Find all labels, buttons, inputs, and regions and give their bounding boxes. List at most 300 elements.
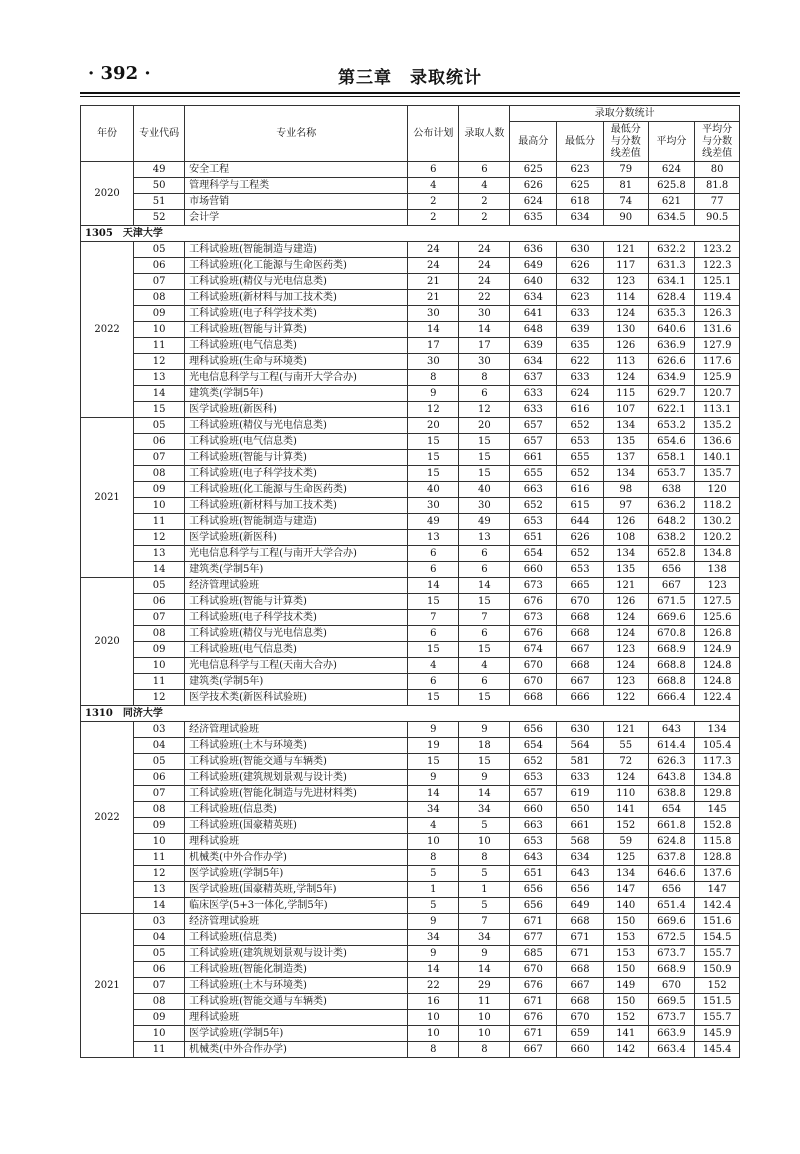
max-cell: 670: [510, 962, 557, 978]
code-cell: 06: [134, 770, 185, 786]
year-cell: 2021: [81, 418, 134, 578]
max-cell: 654: [510, 546, 557, 562]
min-cell: 581: [557, 754, 604, 770]
min-cell: 665: [557, 578, 604, 594]
plan-cell: 24: [408, 242, 459, 258]
name-cell: 工科试验班(土木与环境类): [185, 978, 408, 994]
name-cell: 管理科学与工程类: [185, 178, 408, 194]
plan-cell: 14: [408, 578, 459, 594]
avg-cell: 628.4: [648, 290, 695, 306]
min-cell: 668: [557, 962, 604, 978]
admit-cell: 5: [459, 866, 510, 882]
min_diff-cell: 110: [603, 786, 648, 802]
name-cell: 经济管理试验班: [185, 578, 408, 594]
avg-cell: 636.2: [648, 498, 695, 514]
plan-cell: 2: [408, 210, 459, 226]
header-name: 专业名称: [185, 106, 408, 162]
max-cell: 671: [510, 914, 557, 930]
max-cell: 651: [510, 866, 557, 882]
plan-cell: 4: [408, 178, 459, 194]
plan-cell: 1: [408, 882, 459, 898]
name-cell: 医学试验班(新医科): [185, 402, 408, 418]
max-cell: 676: [510, 1010, 557, 1026]
plan-cell: 15: [408, 594, 459, 610]
table-row: [81, 450, 740, 466]
min_diff-cell: 90: [603, 210, 648, 226]
name-cell: 理科试验班: [185, 1010, 408, 1026]
year-cell: 2022: [81, 722, 134, 914]
avg_diff-cell: 134.8: [695, 770, 740, 786]
admit-cell: 29: [459, 978, 510, 994]
plan-cell: 15: [408, 450, 459, 466]
table-row: [81, 610, 740, 626]
code-cell: 14: [134, 898, 185, 914]
min-cell: 626: [557, 258, 604, 274]
avg_diff-cell: 117.6: [695, 354, 740, 370]
avg-cell: 669.6: [648, 914, 695, 930]
avg_diff-cell: 113.1: [695, 402, 740, 418]
name-cell: 工科试验班(化工能源与生命医药类): [185, 482, 408, 498]
name-cell: 工科试验班(智能与计算类): [185, 322, 408, 338]
name-cell: 医学试验班(学制5年): [185, 866, 408, 882]
min-cell: 671: [557, 946, 604, 962]
avg_diff-cell: 120.7: [695, 386, 740, 402]
avg-cell: 629.7: [648, 386, 695, 402]
avg_diff-cell: 138: [695, 562, 740, 578]
plan-cell: 9: [408, 946, 459, 962]
min-cell: 633: [557, 770, 604, 786]
avg-cell: 673.7: [648, 946, 695, 962]
min-cell: 624: [557, 386, 604, 402]
max-cell: 685: [510, 946, 557, 962]
year-cell: 2020: [81, 162, 134, 226]
name-cell: 经济管理试验班: [185, 722, 408, 738]
min_diff-cell: 124: [603, 770, 648, 786]
min_diff-cell: 122: [603, 690, 648, 706]
name-cell: 工科试验班(智能化制造类): [185, 962, 408, 978]
header-avg-diff: 平均分与分数线差值: [695, 122, 740, 162]
admit-cell: 49: [459, 514, 510, 530]
min_diff-cell: 117: [603, 258, 648, 274]
min_diff-cell: 134: [603, 418, 648, 434]
table-row: [81, 962, 740, 978]
avg-cell: 638.8: [648, 786, 695, 802]
max-cell: 657: [510, 786, 557, 802]
avg_diff-cell: 80: [695, 162, 740, 178]
admit-cell: 7: [459, 610, 510, 626]
plan-cell: 9: [408, 914, 459, 930]
name-cell: 光电信息科学与工程(与南开大学合办): [185, 546, 408, 562]
name-cell: 建筑类(学制5年): [185, 386, 408, 402]
min-cell: 639: [557, 322, 604, 338]
plan-cell: 12: [408, 402, 459, 418]
avg-cell: 631.3: [648, 258, 695, 274]
code-cell: 09: [134, 306, 185, 322]
avg-cell: 646.6: [648, 866, 695, 882]
table-row: [81, 466, 740, 482]
code-cell: 50: [134, 178, 185, 194]
code-cell: 05: [134, 242, 185, 258]
plan-cell: 15: [408, 642, 459, 658]
min-cell: 626: [557, 530, 604, 546]
plan-cell: 14: [408, 322, 459, 338]
min_diff-cell: 97: [603, 498, 648, 514]
name-cell: 市场营销: [185, 194, 408, 210]
plan-cell: 6: [408, 626, 459, 642]
min_diff-cell: 121: [603, 242, 648, 258]
min_diff-cell: 79: [603, 162, 648, 178]
name-cell: 建筑类(学制5年): [185, 674, 408, 690]
min_diff-cell: 72: [603, 754, 648, 770]
avg-cell: 614.4: [648, 738, 695, 754]
table-row: [81, 530, 740, 546]
name-cell: 工科试验班(新材料与加工技术类): [185, 498, 408, 514]
min-cell: 633: [557, 370, 604, 386]
avg_diff-cell: 120: [695, 482, 740, 498]
avg-cell: 654: [648, 802, 695, 818]
min_diff-cell: 121: [603, 722, 648, 738]
min-cell: 661: [557, 818, 604, 834]
admit-cell: 12: [459, 402, 510, 418]
min_diff-cell: 149: [603, 978, 648, 994]
code-cell: 08: [134, 290, 185, 306]
min_diff-cell: 142: [603, 1042, 648, 1058]
code-cell: 10: [134, 658, 185, 674]
admit-cell: 5: [459, 898, 510, 914]
min_diff-cell: 134: [603, 546, 648, 562]
avg-cell: 654.6: [648, 434, 695, 450]
avg_diff-cell: 152: [695, 978, 740, 994]
table-row: [81, 690, 740, 706]
avg-cell: 658.1: [648, 450, 695, 466]
name-cell: 理科试验班(生命与环境类): [185, 354, 408, 370]
avg_diff-cell: 147: [695, 882, 740, 898]
avg-cell: 634.9: [648, 370, 695, 386]
max-cell: 634: [510, 290, 557, 306]
header-min: 最低分: [557, 122, 604, 162]
header-min-diff: 最低分与分数线差值: [603, 122, 648, 162]
name-cell: 工科试验班(智能与计算类): [185, 450, 408, 466]
header-code: 专业代码: [134, 106, 185, 162]
page-header: [80, 55, 740, 95]
plan-cell: 4: [408, 658, 459, 674]
plan-cell: 15: [408, 754, 459, 770]
admit-cell: 11: [459, 994, 510, 1010]
max-cell: 656: [510, 882, 557, 898]
header-max: 最高分: [510, 122, 557, 162]
avg-cell: 621: [648, 194, 695, 210]
table-row: [81, 194, 740, 210]
min_diff-cell: 113: [603, 354, 648, 370]
table-row: [81, 1042, 740, 1058]
max-cell: 671: [510, 994, 557, 1010]
avg-cell: 653.2: [648, 418, 695, 434]
table-row: [81, 546, 740, 562]
min_diff-cell: 124: [603, 626, 648, 642]
admit-cell: 30: [459, 498, 510, 514]
avg-cell: 640.6: [648, 322, 695, 338]
min-cell: 625: [557, 178, 604, 194]
min_diff-cell: 124: [603, 370, 648, 386]
avg-cell: 634.5: [648, 210, 695, 226]
admit-cell: 18: [459, 738, 510, 754]
min-cell: 652: [557, 466, 604, 482]
avg_diff-cell: 128.8: [695, 850, 740, 866]
name-cell: 工科试验班(建筑规划景观与设计类): [185, 946, 408, 962]
table-row: [81, 354, 740, 370]
code-cell: 07: [134, 610, 185, 626]
table-row: [81, 274, 740, 290]
code-cell: 09: [134, 1010, 185, 1026]
admit-cell: 6: [459, 626, 510, 642]
avg-cell: 626.3: [648, 754, 695, 770]
max-cell: 649: [510, 258, 557, 274]
plan-cell: 16: [408, 994, 459, 1010]
code-cell: 10: [134, 498, 185, 514]
min_diff-cell: 140: [603, 898, 648, 914]
min-cell: 616: [557, 482, 604, 498]
table-row: [81, 242, 740, 258]
admit-cell: 8: [459, 370, 510, 386]
admit-cell: 8: [459, 1042, 510, 1058]
min-cell: 633: [557, 306, 604, 322]
table-row: [81, 770, 740, 786]
admit-cell: 7: [459, 914, 510, 930]
admit-cell: 22: [459, 290, 510, 306]
admit-cell: 24: [459, 274, 510, 290]
max-cell: 660: [510, 802, 557, 818]
table-row: [81, 722, 740, 738]
admit-cell: 5: [459, 818, 510, 834]
name-cell: 工科试验班(土木与环境类): [185, 738, 408, 754]
avg_diff-cell: 151.6: [695, 914, 740, 930]
avg_diff-cell: 134.8: [695, 546, 740, 562]
code-cell: 09: [134, 818, 185, 834]
plan-cell: 7: [408, 610, 459, 626]
admit-cell: 4: [459, 178, 510, 194]
code-cell: 11: [134, 674, 185, 690]
max-cell: 676: [510, 626, 557, 642]
min-cell: 564: [557, 738, 604, 754]
min_diff-cell: 130: [603, 322, 648, 338]
avg-cell: 671.5: [648, 594, 695, 610]
admit-cell: 6: [459, 562, 510, 578]
avg_diff-cell: 130.2: [695, 514, 740, 530]
table-row: [81, 658, 740, 674]
code-cell: 09: [134, 642, 185, 658]
max-cell: 676: [510, 978, 557, 994]
name-cell: 理科试验班: [185, 834, 408, 850]
min-cell: 656: [557, 882, 604, 898]
code-cell: 05: [134, 754, 185, 770]
avg-cell: 672.5: [648, 930, 695, 946]
school-row: [81, 226, 740, 242]
min_diff-cell: 114: [603, 290, 648, 306]
code-cell: 08: [134, 626, 185, 642]
name-cell: 建筑类(学制5年): [185, 562, 408, 578]
avg_diff-cell: 124.8: [695, 674, 740, 690]
plan-cell: 6: [408, 546, 459, 562]
admit-cell: 14: [459, 322, 510, 338]
min-cell: 634: [557, 850, 604, 866]
min_diff-cell: 153: [603, 930, 648, 946]
min-cell: 623: [557, 162, 604, 178]
avg-cell: 637.8: [648, 850, 695, 866]
min-cell: 630: [557, 242, 604, 258]
min_diff-cell: 126: [603, 338, 648, 354]
table-row: [81, 290, 740, 306]
admit-cell: 2: [459, 210, 510, 226]
avg-cell: 667: [648, 578, 695, 594]
min_diff-cell: 108: [603, 530, 648, 546]
admit-cell: 30: [459, 354, 510, 370]
avg_diff-cell: 122.4: [695, 690, 740, 706]
name-cell: 经济管理试验班: [185, 914, 408, 930]
min_diff-cell: 59: [603, 834, 648, 850]
name-cell: 工科试验班(电气信息类): [185, 338, 408, 354]
avg_diff-cell: 150.9: [695, 962, 740, 978]
plan-cell: 21: [408, 274, 459, 290]
min-cell: 659: [557, 1026, 604, 1042]
min-cell: 668: [557, 994, 604, 1010]
min_diff-cell: 55: [603, 738, 648, 754]
avg_diff-cell: 145: [695, 802, 740, 818]
avg_diff-cell: 123: [695, 578, 740, 594]
avg-cell: 663.9: [648, 1026, 695, 1042]
max-cell: 626: [510, 178, 557, 194]
admit-cell: 2: [459, 194, 510, 210]
code-cell: 14: [134, 386, 185, 402]
max-cell: 655: [510, 466, 557, 482]
code-cell: 12: [134, 354, 185, 370]
min_diff-cell: 107: [603, 402, 648, 418]
avg_diff-cell: 131.6: [695, 322, 740, 338]
avg-cell: 668.8: [648, 658, 695, 674]
min_diff-cell: 121: [603, 578, 648, 594]
admission-score-table: [80, 105, 740, 1058]
table-row: [81, 914, 740, 930]
min_diff-cell: 135: [603, 562, 648, 578]
max-cell: 654: [510, 738, 557, 754]
min-cell: 623: [557, 290, 604, 306]
avg-cell: 670: [648, 978, 695, 994]
plan-cell: 40: [408, 482, 459, 498]
avg_diff-cell: 77: [695, 194, 740, 210]
max-cell: 663: [510, 818, 557, 834]
min-cell: 660: [557, 1042, 604, 1058]
avg_diff-cell: 119.4: [695, 290, 740, 306]
table-row: [81, 482, 740, 498]
min-cell: 630: [557, 722, 604, 738]
avg_diff-cell: 118.2: [695, 498, 740, 514]
max-cell: 648: [510, 322, 557, 338]
school-name: 1305 天津大学: [81, 226, 740, 242]
code-cell: 06: [134, 962, 185, 978]
max-cell: 653: [510, 514, 557, 530]
code-cell: 07: [134, 274, 185, 290]
max-cell: 639: [510, 338, 557, 354]
plan-cell: 9: [408, 722, 459, 738]
avg-cell: 673.7: [648, 1010, 695, 1026]
avg-cell: 653.7: [648, 466, 695, 482]
code-cell: 04: [134, 738, 185, 754]
max-cell: 660: [510, 562, 557, 578]
max-cell: 633: [510, 386, 557, 402]
max-cell: 657: [510, 418, 557, 434]
code-cell: 15: [134, 402, 185, 418]
min-cell: 644: [557, 514, 604, 530]
admit-cell: 1: [459, 882, 510, 898]
admit-cell: 20: [459, 418, 510, 434]
avg-cell: 656: [648, 882, 695, 898]
table-row: [81, 258, 740, 274]
table-row: [81, 514, 740, 530]
avg-cell: 634.1: [648, 274, 695, 290]
avg_diff-cell: 122.3: [695, 258, 740, 274]
code-cell: 11: [134, 514, 185, 530]
min-cell: 650: [557, 802, 604, 818]
table-row: [81, 626, 740, 642]
plan-cell: 20: [408, 418, 459, 434]
table-row: [81, 802, 740, 818]
admit-cell: 14: [459, 786, 510, 802]
min_diff-cell: 134: [603, 466, 648, 482]
table-row: [81, 162, 740, 178]
table-row: [81, 898, 740, 914]
plan-cell: 30: [408, 306, 459, 322]
admit-cell: 24: [459, 242, 510, 258]
max-cell: 670: [510, 658, 557, 674]
avg_diff-cell: 136.6: [695, 434, 740, 450]
avg_diff-cell: 135.2: [695, 418, 740, 434]
max-cell: 670: [510, 674, 557, 690]
min-cell: 667: [557, 642, 604, 658]
code-cell: 06: [134, 434, 185, 450]
avg_diff-cell: 115.8: [695, 834, 740, 850]
table-row: [81, 674, 740, 690]
max-cell: 634: [510, 354, 557, 370]
min-cell: 667: [557, 674, 604, 690]
admit-cell: 15: [459, 642, 510, 658]
admit-cell: 14: [459, 962, 510, 978]
code-cell: 12: [134, 530, 185, 546]
code-cell: 10: [134, 322, 185, 338]
header-score-group: 录取分数统计: [510, 106, 740, 122]
code-cell: 11: [134, 850, 185, 866]
plan-cell: 15: [408, 434, 459, 450]
plan-cell: 15: [408, 466, 459, 482]
name-cell: 医学试验班(学制5年): [185, 1026, 408, 1042]
table-row: [81, 738, 740, 754]
admit-cell: 15: [459, 594, 510, 610]
name-cell: 工科试验班(智能制造与建造): [185, 242, 408, 258]
code-cell: 06: [134, 258, 185, 274]
code-cell: 09: [134, 482, 185, 498]
table-row: [81, 386, 740, 402]
min-cell: 671: [557, 930, 604, 946]
table-row: [81, 402, 740, 418]
header-year: 年份: [81, 106, 134, 162]
max-cell: 673: [510, 610, 557, 626]
avg-cell: 625.8: [648, 178, 695, 194]
chapter-title: 第三章 录取统计: [338, 68, 482, 88]
min-cell: 668: [557, 658, 604, 674]
min-cell: 616: [557, 402, 604, 418]
max-cell: 667: [510, 1042, 557, 1058]
name-cell: 安全工程: [185, 162, 408, 178]
avg-cell: 656: [648, 562, 695, 578]
admit-cell: 10: [459, 834, 510, 850]
